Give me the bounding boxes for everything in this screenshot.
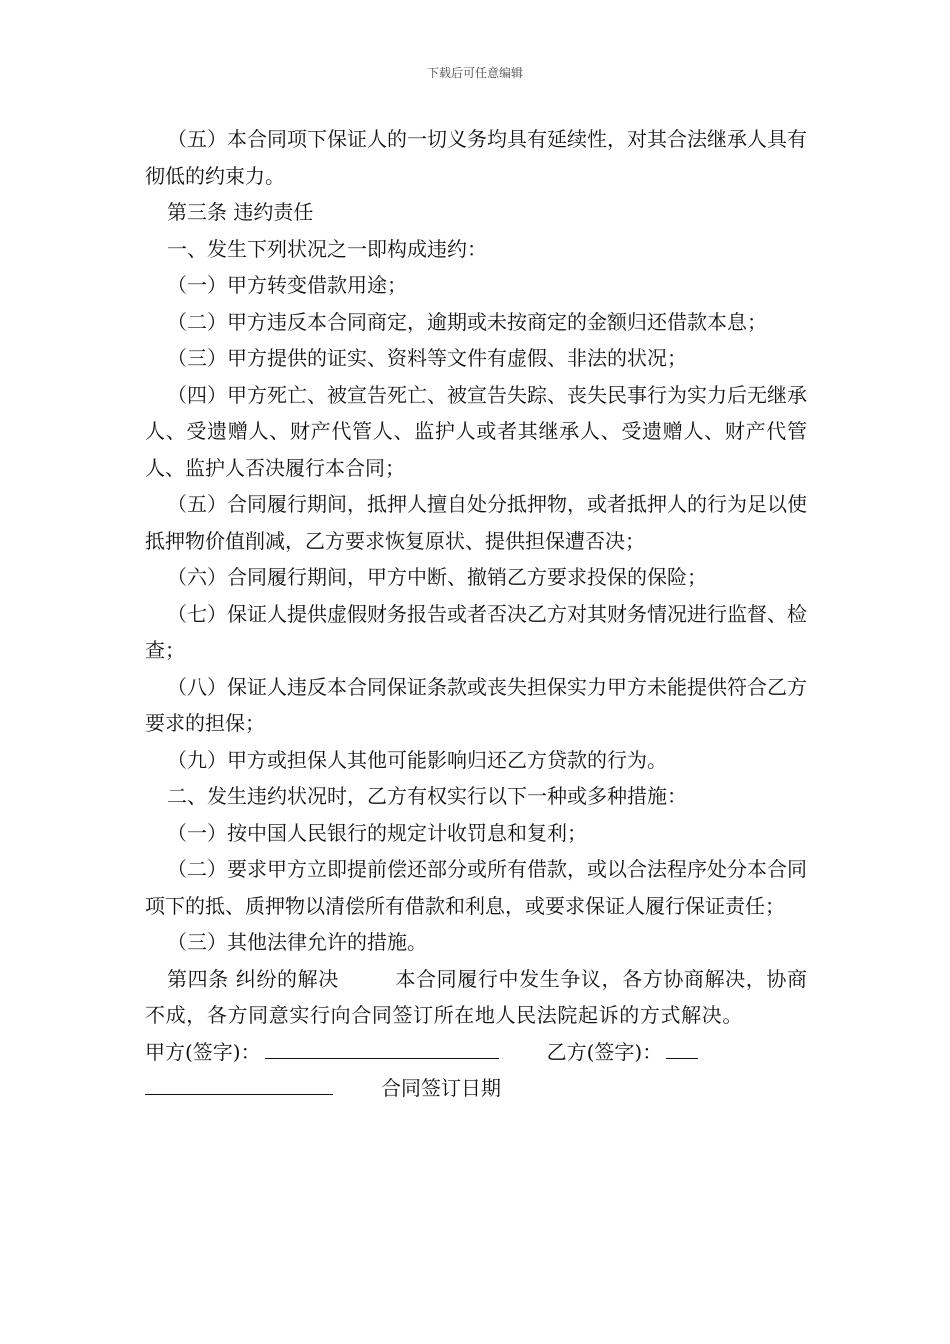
paragraph: （五）本合同项下保证人的一切义务均具有延续性，对其合法继承人具有彻低的约束力。 <box>145 127 807 188</box>
paragraph: （三）甲方提供的证实、资料等文件有虚假、非法的状况； <box>167 346 687 370</box>
paragraph: （二）要求甲方立即提前偿还部分或所有借款，或以合法程序处分本合同项下的抵、质押物以清偿所有借款和利息，或要求保证人履行保证责任； <box>145 857 807 918</box>
paragraph: （五）合同履行期间，抵押人擅自处分抵押物，或者抵押人的行为足以使抵押物价值削减，乙方要求恢复原状、提供担保遭否决； <box>145 492 807 553</box>
paragraph: （二）甲方违反本合同商定，逾期或未按商定的金额归还借款本息； <box>167 309 767 334</box>
article-4-title: 第四条 纠纷的解决 <box>167 966 339 991</box>
page-header: 下载后可任意编辑 <box>426 66 523 80</box>
party-a-signature-line <box>265 1036 499 1059</box>
article-4-body: 本合同履行中发生争议，各方协商解决，协商不成，各方同意实行向合同签订所在地人民法院起诉的方式解决。 <box>145 966 808 1027</box>
paragraph: 二、发生违约状况时，乙方有权实行以下一种或多种措施： <box>167 784 687 808</box>
party-b-signature-line <box>666 1036 698 1059</box>
party-a-label: 甲方(签字)： <box>145 1039 261 1064</box>
document-body <box>145 121 807 1107</box>
paragraph: （八）保证人违反本合同保证条款或丧失担保实力甲方未能提供符合乙方要求的担保； <box>145 674 807 735</box>
paragraph: （四）甲方死亡、被宣告死亡、被宣告失踪、丧失民事行为实力后无继承人、受遗赠人、财产代管人、监护人或者其继承人、受遗赠人、财产代管人、监护人否决履行本合同； <box>145 382 807 480</box>
paragraph: （九）甲方或担保人其他可能影响归还乙方贷款的行为。 <box>167 747 667 772</box>
paragraph: （一）甲方转变借款用途； <box>167 273 407 297</box>
party-b-signature-line-continued <box>145 1072 333 1095</box>
paragraph: （三）其他法律允许的措施。 <box>167 930 427 954</box>
sign-date-label: 合同签订日期 <box>381 1076 501 1100</box>
party-b-label: 乙方(签字)： <box>546 1039 663 1064</box>
paragraph: 一、发生下列状况之一即构成违约： <box>167 236 487 261</box>
article-3-title: 第三条 违约责任 <box>167 200 314 224</box>
paragraph: （一）按中国人民银行的规定计收罚息和复利； <box>167 820 587 845</box>
signature-date-line <box>145 1070 807 1107</box>
paragraph: （六）合同履行期间，甲方中断、撤销乙方要求投保的保险； <box>167 565 707 589</box>
signature-block <box>145 961 807 1071</box>
paragraph: （七）保证人提供虚假财务报告或者否决乙方对其财务情况进行监督、检查； <box>145 601 807 662</box>
